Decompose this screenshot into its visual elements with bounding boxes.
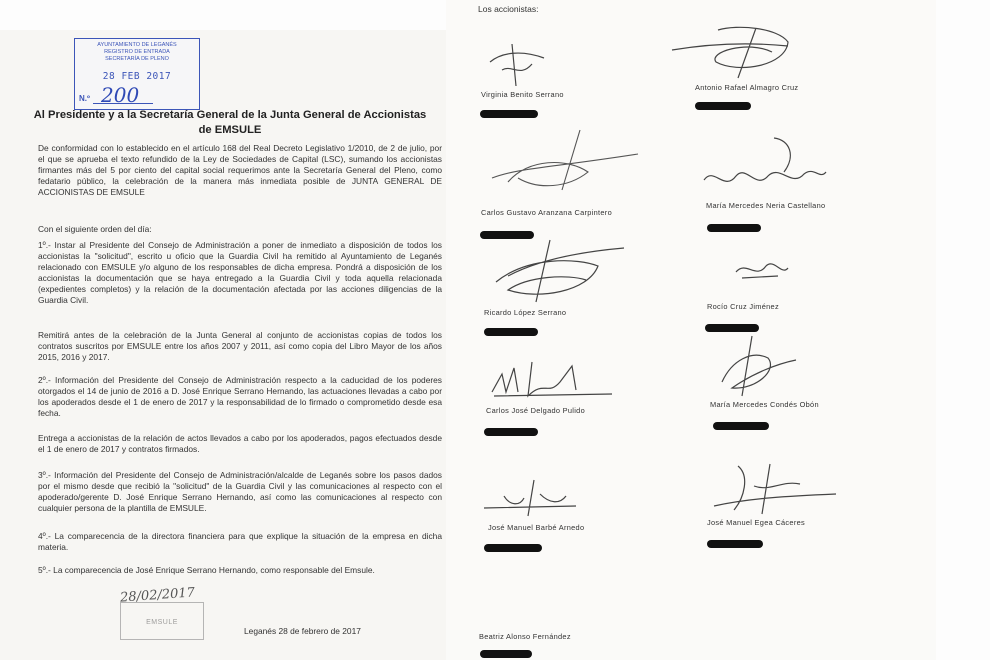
signer-name-6: Rocío Cruz Jiménez	[707, 302, 779, 311]
handwritten-date: 28/02/2017	[119, 585, 196, 606]
redaction-4	[707, 224, 761, 232]
stamp-number-label: N.º	[79, 94, 90, 103]
stamp-line-3: SECRETARÍA DE PLENO	[105, 56, 169, 62]
redaction-9	[484, 544, 542, 552]
redaction-1	[480, 110, 538, 118]
signer-name-2: Antonio Rafael Almagro Cruz	[695, 83, 799, 92]
paragraph-point-3: 3º.- Información del Presidente del Consejo de Administración/alcalde de Leganés sobre los pasos dados por el mismo desde que recibió la "solicitud" de la Guardia Civil y las comunicaciones al respecto con el apoderado/gerente D. José Enrique Serrano Hernando, así como las comunicaciones al respecto con cualquier persona de la plantilla de EMSULE.	[38, 470, 442, 513]
signature-5	[488, 236, 628, 306]
signer-name-8: María Mercedes Condés Obón	[710, 400, 819, 409]
document-title: Al Presidente y a la Secretaría General de la Junta General de Accionistas de EMSULE	[33, 109, 427, 136]
redaction-11	[480, 650, 532, 658]
paragraph-point-4: 4º.- La comparecencia de la directora financiera para que explique la situación de la empresa en dicha materia.	[38, 531, 442, 552]
signature-8	[712, 330, 802, 400]
signature-1	[482, 40, 552, 90]
redaction-3	[480, 231, 534, 239]
signature-9	[480, 476, 580, 522]
accionistas-title: Los accionistas:	[478, 4, 539, 14]
paragraph-agenda-header: Con el siguiente orden del día:	[38, 224, 152, 234]
stamp-date: 28 FEB 2017	[102, 71, 172, 82]
paragraph-point-1: 1º.- Instar al Presidente del Consejo de Administración a poner de inmediato a disposición de todos los accionistas la "solicitud", escrito u oficio que la Guardia Civil ha remitido al Ayuntamiento de Leganés relacionado con EMSULE y/o alguno de los responsables de dicha empresa. Pondrá a disposición de los accionistas la documentación que se haya entregado a la Guardia Civil y toda aquella relacionada (expedientes completos) y la relación de la documentación afectada por las acciones diligencias de la Guardia Civil.	[38, 240, 442, 305]
paragraph-point-1-contracts: Remitirá antes de la celebración de la Junta General al conjunto de accionistas copias de todos los contratos suscritos por EMSULE entre los años 2007 y 2011, así como copia del Libro Mayor de los años 2015, 2016 y 2017.	[38, 330, 442, 362]
redaction-6	[705, 324, 759, 332]
signer-name-5: Ricardo López Serrano	[484, 308, 567, 317]
signature-2	[668, 22, 818, 82]
signer-name-7: Carlos José Delgado Pulido	[486, 406, 586, 415]
emsule-stamp-text: EMSULE	[146, 619, 178, 626]
signer-name-11: Beatriz Alonso Fernández	[479, 632, 571, 641]
redaction-2	[695, 102, 751, 110]
emsule-stamp	[120, 602, 204, 640]
stamp-number: 200	[101, 83, 140, 107]
signature-3	[488, 128, 648, 198]
signer-name-10: José Manuel Egea Cáceres	[707, 518, 805, 527]
signer-name-1: Virginia Benito Serrano	[481, 90, 564, 99]
signer-name-9: José Manuel Barbé Arnedo	[488, 523, 585, 532]
place-date: Leganés 28 de febrero de 2017	[244, 626, 361, 636]
signer-name-3: Carlos Gustavo Aranzana Carpintero	[481, 208, 612, 217]
signature-6	[732, 254, 792, 284]
redaction-10	[707, 540, 763, 548]
redaction-7	[484, 428, 538, 436]
redaction-8	[713, 422, 769, 430]
redaction-5	[484, 328, 538, 336]
paragraph-intro: De conformidad con lo establecido en el artículo 168 del Real Decreto Legislativo 1/2010, de 2 de julio, por el que se aprueba el texto refundido de la Ley de Sociedades de Capital (LSC), sumando los accionistas firmantes más del 5 por ciento del capital social requerimos ante la Secretaría General del Pleno, como fedatario público, la celebración de la manera más inmediata posible de JUNTA GENERAL DE ACCIONISTAS DE EMSULE	[38, 143, 442, 197]
stamp-line-2: REGISTRO DE ENTRADA	[104, 49, 170, 55]
signature-10	[710, 462, 840, 518]
registry-stamp	[74, 38, 200, 110]
paragraph-point-2-delivery: Entrega a accionistas de la relación de actos llevados a cabo por los apoderados, pagos efectuados desde el 1 de enero de 2017 y contratos firmados.	[38, 433, 442, 454]
paragraph-point-5: 5º.- La comparecencia de José Enrique Serrano Hernando, como responsable del Emsule.	[38, 565, 375, 575]
signature-7	[488, 352, 618, 402]
signature-4	[700, 132, 830, 202]
stamp-line-1: AYUNTAMIENTO DE LEGANÉS	[97, 42, 177, 48]
paragraph-point-2: 2º.- Información del Presidente del Consejo de Administración respecto a la caducidad de los poderes otorgados el 14 de junio de 2016 a D. José Enrique Serrano Hernando, las actuaciones llevadas a cabo por los apoderados desde el 1 de enero de 2017 y la responsabilidad de lo firmado o comprometido desde esa fecha.	[38, 375, 442, 418]
signer-name-4: María Mercedes Neria Castellano	[706, 201, 826, 210]
